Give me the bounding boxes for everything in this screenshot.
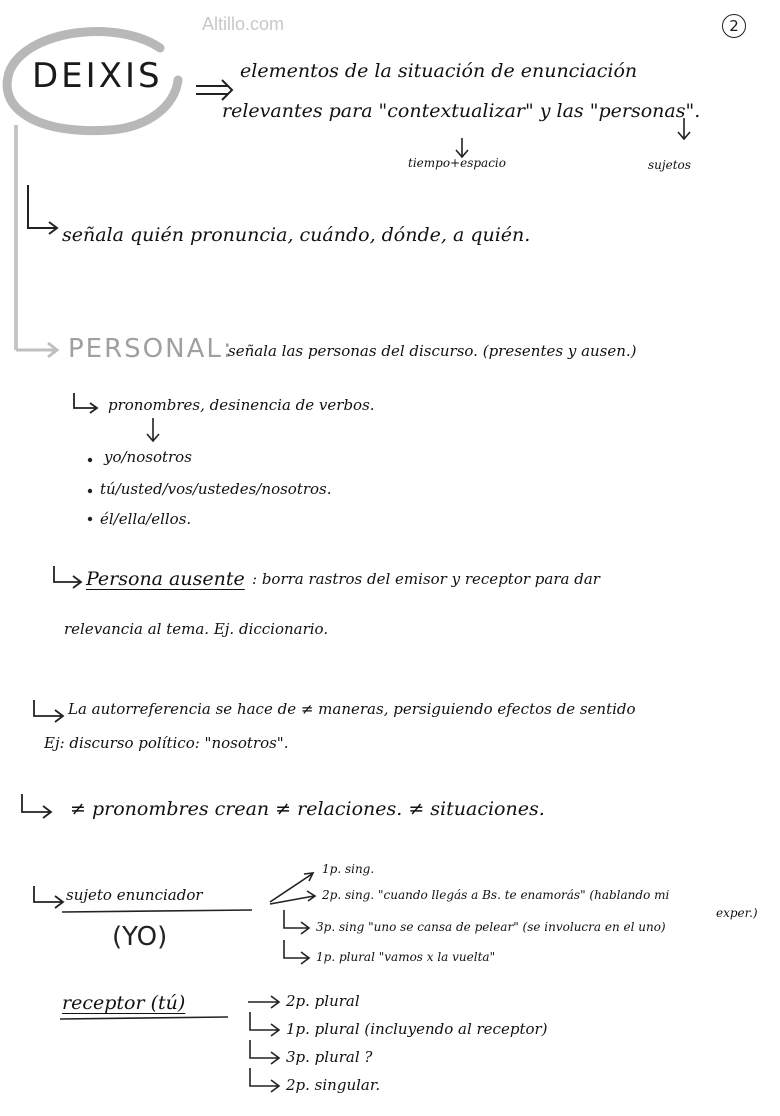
personal-description: señala las personas del discurso. (presentes y ausen.) xyxy=(228,342,637,360)
pronouns-arrow xyxy=(74,393,97,413)
deixis-senala-text: señala quién pronuncia, cuándo, dónde, a quién. xyxy=(62,224,531,246)
bullet-dot xyxy=(88,458,92,462)
receptor-arrow-4 xyxy=(250,1068,279,1092)
bullet-item: él/ella/ellos. xyxy=(100,510,192,528)
tiempo-espacio-label: tiempo+espacio xyxy=(408,156,506,170)
personal-title: PERSONAL: xyxy=(68,334,234,364)
relaciones-text: ≠ pronombres crean ≠ relaciones. ≠ situaciones. xyxy=(70,798,545,820)
senala-arrow xyxy=(28,185,57,234)
page-number: 2 xyxy=(722,14,746,38)
down-arrow-tiempo xyxy=(456,138,468,157)
persona-ausente-text-2: relevancia al tema. Ej. diccionario. xyxy=(64,620,329,638)
sujeto-item: 1p. sing. xyxy=(322,862,375,876)
pronouns-text: pronombres, desinencia de verbos. xyxy=(108,396,375,414)
receptor-item: 1p. plural (incluyendo al receptor) xyxy=(286,1020,548,1038)
yo-label: (YO) xyxy=(112,922,168,952)
sujetos-label: sujetos xyxy=(648,158,691,172)
bullet-item: tú/usted/vos/ustedes/nosotros. xyxy=(100,480,332,498)
branch-arrow-3 xyxy=(284,910,309,934)
receptor-underline xyxy=(60,1017,228,1019)
receptor-arrow-2 xyxy=(250,1012,279,1036)
implies-arrow xyxy=(196,80,232,100)
sujeto-item: 2p. sing. "cuando llegás a Bs. te enamorás" (hablando mi xyxy=(322,888,670,902)
persona-ausente-text-1: : borra rastros del emisor y receptor para dar xyxy=(252,570,600,588)
sujeto-item: 1p. plural "vamos x la vuelta" xyxy=(316,950,496,964)
autorreferencia-line1: La autorreferencia se hace de ≠ maneras, persiguiendo efectos de sentido xyxy=(68,700,636,718)
receptor-label: receptor (tú) xyxy=(62,992,186,1014)
bullet-item: yo/nosotros xyxy=(104,448,192,466)
sujeto-aside: exper.) xyxy=(716,906,758,920)
sujeto-arrow xyxy=(34,886,63,908)
receptor-arrow-3 xyxy=(250,1040,279,1064)
deixis-definition-line2: relevantes para "contextualizar" y las "personas". xyxy=(222,100,701,122)
receptor-item: 3p. plural ? xyxy=(286,1048,373,1066)
branch-arrow-4 xyxy=(284,940,309,964)
deixis-definition-line1: elementos de la situación de enunciación xyxy=(240,60,638,82)
pronouns-down-arrow xyxy=(147,418,159,441)
sujeto-enunciador-label: sujeto enunciador xyxy=(66,886,203,904)
watermark: Altillo.com xyxy=(202,14,285,34)
bullet-dot xyxy=(88,489,92,493)
receptor-item: 2p. singular. xyxy=(286,1076,381,1094)
receptor-arrow-1 xyxy=(248,996,279,1008)
receptor-item: 2p. plural xyxy=(286,992,360,1010)
relaciones-arrow xyxy=(22,794,51,818)
sujeto-item: 3p. sing "uno se cansa de pelear" (se involucra en el uno) xyxy=(316,920,666,934)
personal-arrow-grey xyxy=(16,343,57,357)
persona-ausente-label: Persona ausente xyxy=(86,568,245,590)
bullet-dot xyxy=(88,517,92,521)
sujeto-underline xyxy=(62,910,252,912)
autorreferencia-line2: Ej: discurso político: "nosotros". xyxy=(44,734,289,752)
autorref-arrow xyxy=(34,700,63,722)
ausente-arrow xyxy=(54,566,81,588)
deixis-title: DEIXIS xyxy=(32,56,163,96)
